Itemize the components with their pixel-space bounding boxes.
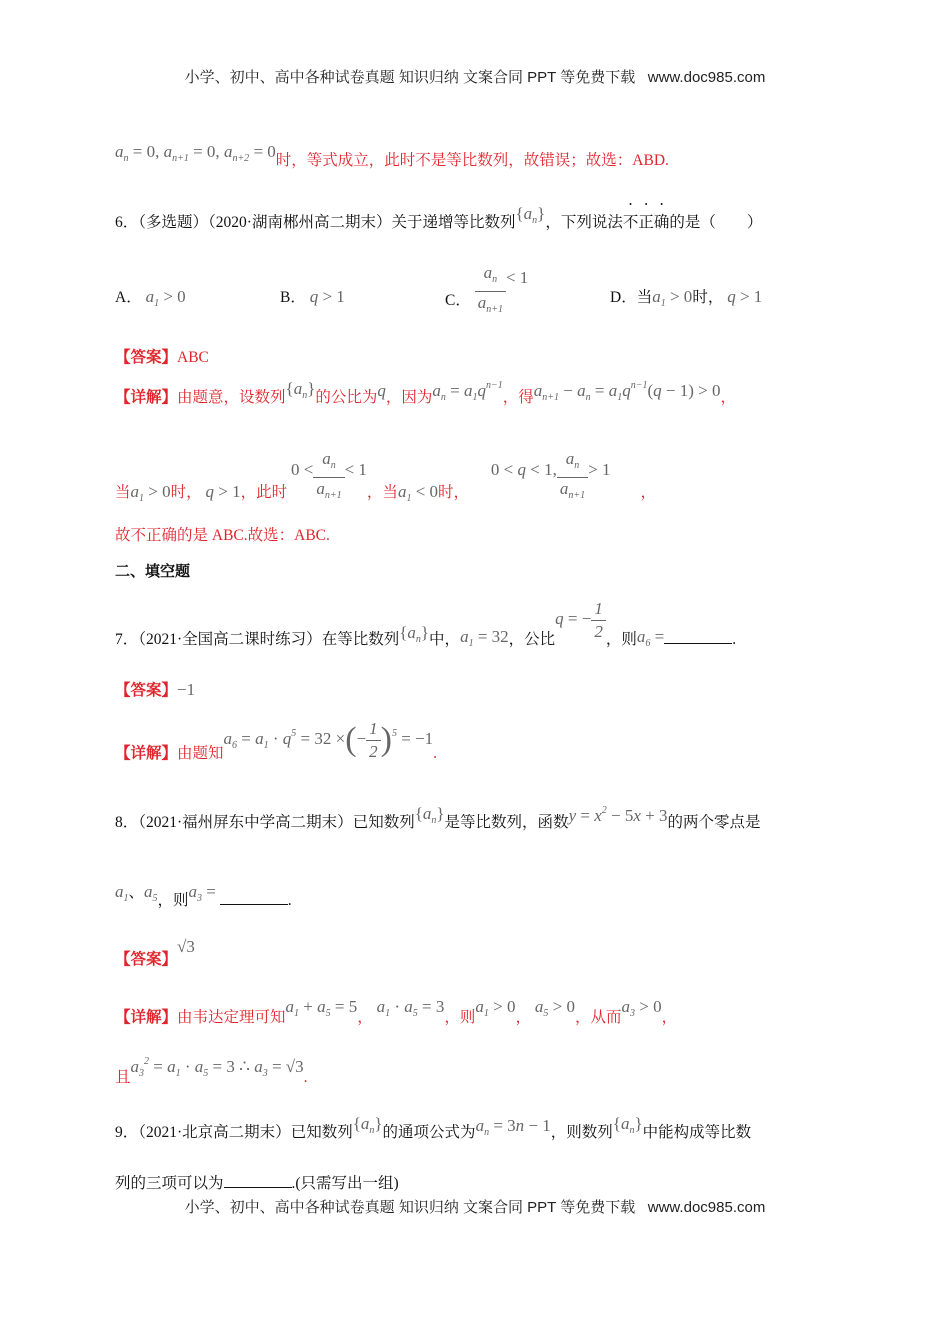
math-a1-gt-0: $a_1 > 0$ <box>475 997 516 1019</box>
stem-text: 的通项公式为 <box>382 1124 476 1141</box>
detail-text: ，此时 <box>240 484 288 502</box>
math-seq-an: $\{a_n\}$ <box>414 804 445 826</box>
stem-text: 中能构成等比数 <box>642 1124 752 1141</box>
stem-text: ，则 <box>157 892 189 909</box>
stem-text: 是等比数列，函数 <box>444 814 569 831</box>
q7-detail: 【详解】由题知$a_6 = a_1 \cdot q^5 = 32$ ×(− $\frac{1}{2}$ )$^5$ = −1. <box>115 719 438 763</box>
detail-label: 【详解】 <box>115 1009 178 1026</box>
answer-value: √3 <box>177 937 195 956</box>
q6-stem-a: 关于递增等比数列 <box>391 214 516 231</box>
math-a1-eq-32: $a_1 = 32$ <box>460 627 509 650</box>
q6-stem-c: 的是（ ） <box>669 214 763 231</box>
detail-label: 【详解】 <box>115 389 178 406</box>
math-product: $a_1 \cdot a_5 = 3$ <box>376 997 445 1019</box>
math-ratio-between: 0 < $\frac{a_n}{a_{n+1}}$ < 1 <box>290 449 367 501</box>
q6-option-d[interactable] <box>610 285 762 309</box>
math-a5-gt-0: $a_5 > 0$ <box>534 997 575 1019</box>
detail-text: ， <box>357 1009 373 1026</box>
option-d-prefix: 当 <box>636 289 653 306</box>
question-9-stem-line2 <box>115 1171 399 1193</box>
detail-text: ，因为 <box>385 389 433 406</box>
answer-value: ABC <box>177 349 209 366</box>
stem-text: 已知数列 <box>352 814 415 831</box>
q6-source: （2020·湖南郴州高二期末） <box>208 214 392 231</box>
math-prev-condition: $a_n = 0$, $a_{n+1} = 0$, $a_{n+2} = 0$ <box>115 142 276 164</box>
footer-banner <box>0 1196 950 1217</box>
math-a3-gt-0: $a_3 > 0$ <box>621 997 662 1019</box>
answer-blank[interactable] <box>664 629 732 644</box>
banner-url[interactable]: www.doc985.com <box>647 1199 766 1216</box>
answer-label: 【答案】 <box>115 349 178 366</box>
detail-text: 时， <box>170 484 202 502</box>
math-seq-an: $\{a_n\}$ <box>399 623 430 646</box>
banner-url[interactable]: www.doc985.com <box>647 69 766 86</box>
stem-text: ，则数列 <box>550 1124 613 1141</box>
detail-text: ， <box>515 1009 531 1026</box>
option-label: B． <box>280 289 306 306</box>
detail-text: ，得 <box>502 389 534 406</box>
banner-text: 小学、初中、高中各种试卷真题 知识归纳 文案合同 PPT 等免费下载 <box>184 69 636 86</box>
stem-text: . <box>732 631 737 649</box>
section-title: 二、填空题 <box>115 563 191 580</box>
math-seq-an: $\{a_n\}$ <box>352 1114 383 1136</box>
stem-text: 中， <box>429 631 461 649</box>
math-formula: $a_n = 3n - 1$ <box>475 1116 551 1138</box>
math-q: q <box>377 381 386 400</box>
q6-number: 6． <box>115 214 139 231</box>
detail-text: 且 <box>115 1069 131 1086</box>
question-9-stem <box>115 1114 752 1144</box>
detail-text: 由韦达定理可知 <box>177 1009 286 1026</box>
q6-detail-line1 <box>115 379 736 409</box>
detail-text: 当 <box>115 484 131 502</box>
detail-text: ， <box>720 389 736 406</box>
math-seq-an: $\{a_n\}$ <box>285 379 316 401</box>
stem-text: .(只需写出一组) <box>291 1175 399 1192</box>
math-a6-eq: $a_6$ = <box>636 627 665 650</box>
answer-blank[interactable] <box>220 890 288 905</box>
math-q-gt-1: q > 1 <box>727 287 763 306</box>
math-a3-eq: $a_3$ = <box>188 882 216 904</box>
detail-text: 的公比为 <box>315 389 378 406</box>
stem-text: ，公比 <box>508 631 556 649</box>
q7-source: （2021·全国高二课时练习） <box>138 631 322 649</box>
math-a1-gt-0: $a_1 > 0$ <box>652 287 693 309</box>
question-6-stem: 6．（多选题）（2020·湖南郴州高二期末）关于递增等比数列$\{a_n\}$，下列说法不正确的是（ ） <box>115 204 763 231</box>
math-a1-gt-0: $a_1 > 0$ <box>130 482 171 505</box>
math-a6-computation: $a_6 = a_1 \cdot q^5 = 32$ ×(− $\frac{1}{2}$ )$^5$ = −1 <box>223 719 434 761</box>
detail-text: 由题知 <box>177 745 224 763</box>
detail-text: ，从而 <box>574 1009 622 1026</box>
detail-label: 【详解】 <box>115 745 178 763</box>
q6-option-a[interactable] <box>115 285 186 309</box>
q8-detail-line2: 且$a_3^2 = a_1 \cdot a_5 = 3$ ∴ $a_3 = √3$. <box>115 1056 308 1086</box>
q6-option-c[interactable]: C． $\frac{a_n}{a_{n+1}}$ < 1 <box>445 262 528 321</box>
math-sum: $a_1 + a_5 = 5$ <box>285 997 358 1019</box>
q6-detail-line3: 故不正确的是 ABC.故选：ABC. <box>115 527 330 544</box>
answer-label: 【答案】 <box>115 951 178 968</box>
q8-source: （2021·福州屏东中学高二期末） <box>138 814 353 831</box>
q6-option-b[interactable] <box>280 285 345 307</box>
option-label: D． <box>610 289 637 306</box>
banner-text: 小学、初中、高中各种试卷真题 知识归纳 文案合同 PPT 等免费下载 <box>184 1199 636 1216</box>
header-banner <box>0 66 950 87</box>
math-seq-an: $\{a_n\}$ <box>515 204 546 226</box>
detail-text: ，则 <box>444 1009 476 1026</box>
math-a1-lt-0: $a_1 < 0$ <box>397 482 439 505</box>
q8-number: 8． <box>115 814 139 831</box>
math-fraction-an-over-an1: $\frac{a_n}{a_{n+1}}$ <box>475 262 506 321</box>
stem-text: 已知数列 <box>290 1124 353 1141</box>
q9-number: 9． <box>115 1124 139 1141</box>
math-general-term: $a_n = a_1q^{n-1}$ <box>432 380 503 403</box>
detail-text: ， <box>640 484 656 502</box>
stem-text: ，则 <box>605 631 637 649</box>
detail-text: ， <box>661 1009 678 1026</box>
math-seq-an: $\{a_n\}$ <box>612 1114 643 1136</box>
q7-number: 7． <box>115 631 139 649</box>
q9-source: （2021·北京高二期末） <box>138 1124 291 1141</box>
q6-stem-b: ，下列说法 <box>545 214 623 231</box>
detail-text: 时， <box>438 484 470 502</box>
question-8-stem-line2: $a_1$、$a_5$，则$a_3$ = . <box>115 882 292 909</box>
q7-answer <box>115 678 195 700</box>
math-a1: $a_1$ <box>115 882 129 904</box>
stem-text: 在等比数列 <box>321 631 400 649</box>
math-q-ratio-case: 0 < q < 1, $\frac{a_n}{a_{n+1}}$ > 1 <box>490 449 611 501</box>
q8-answer <box>115 935 195 968</box>
q6-type: （多选题） <box>138 214 209 231</box>
prev-answer-tail <box>115 140 669 169</box>
math-a1-gt-0: $a_1 > 0$ <box>145 287 186 309</box>
prev-tail-text: 时，等式成立，此时不是等比数列，故错误；故选：ABD. <box>275 152 669 169</box>
q6-answer <box>115 345 209 367</box>
question-8-stem <box>115 804 761 834</box>
stem-text: 的两个零点是 <box>667 814 761 831</box>
option-label: C． <box>445 292 471 310</box>
answer-blank[interactable] <box>224 1173 292 1188</box>
stem-text: 、 <box>128 884 145 901</box>
detail-text: ，当 <box>366 484 398 502</box>
math-function: $y = x^2 - 5x + 3$ <box>568 805 668 825</box>
q8-detail-line1 <box>115 995 678 1026</box>
math-q-gt-1: q > 1 <box>309 287 345 306</box>
option-label: A． <box>115 289 142 306</box>
math-a5: $a_5$ <box>144 882 158 904</box>
detail-text: 由题意，设数列 <box>177 389 286 406</box>
math-q-gt-1: q > 1 <box>205 482 241 502</box>
q6-detail-line2 <box>115 448 656 507</box>
math-q-eq-neg-half: q = − $\frac{1}{2}$ <box>555 609 606 628</box>
option-d-mid: 时， <box>692 289 724 306</box>
answer-value: −1 <box>177 680 196 699</box>
answer-label: 【答案】 <box>115 682 178 699</box>
math-difference: $a_{n+1} - a_n = a_1q^{n-1}(q - 1) > 0$ <box>533 380 721 403</box>
question-7-stem <box>115 598 737 650</box>
stem-text: 列的三项可以为 <box>115 1175 224 1192</box>
math-a3-squared: $a_3^2 = a_1 \cdot a_5 = 3$ ∴ $a_3 = √3$ <box>130 1056 304 1079</box>
